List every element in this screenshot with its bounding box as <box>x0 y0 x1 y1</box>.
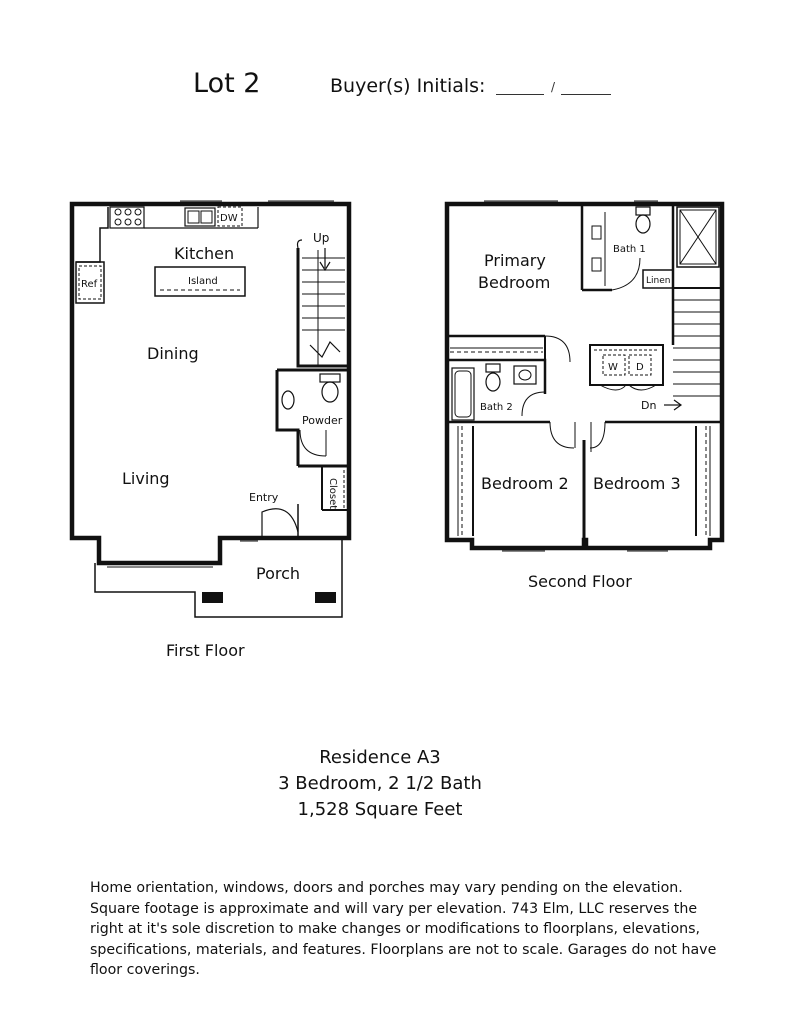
first-floor-labels <box>81 213 343 583</box>
lot-title: Lot 2 <box>193 68 261 99</box>
second-floor-labels <box>478 244 681 493</box>
washer-label: W <box>608 362 618 373</box>
residence-name: Residence A3 <box>319 747 441 768</box>
entry-label: Entry <box>249 491 279 504</box>
second-floor-label: Second Floor <box>528 572 632 591</box>
first-floor-label: First Floor <box>166 641 245 660</box>
bedroom3-label: Bedroom 3 <box>593 474 681 493</box>
island-label: Island <box>188 276 218 287</box>
porch-label: Porch <box>256 564 301 583</box>
primary-bedroom-label-line1: Primary <box>484 251 546 270</box>
bedroom2-label: Bedroom 2 <box>481 474 569 493</box>
first-floor-plan <box>72 201 349 617</box>
initials-separator: / <box>551 80 556 94</box>
bath2-label: Bath 2 <box>480 402 513 413</box>
residence-summary <box>0 745 760 823</box>
disclaimer-text: Home orientation, windows, doors and porches may vary pending on the elevation. Square footage is approximate and will vary per elevation. 743 Elm, LLC reserves the right at it's sole discretion to make changes or modifications to floorplans, elevations, specifications, materials, and features. Floorplans are not to scale. Garages do not have floor coverings. <box>90 880 717 978</box>
powder-label: Powder <box>302 414 343 427</box>
buyer-initials-label: Buyer(s) Initials: <box>330 75 486 97</box>
kitchen-label: Kitchen <box>174 244 235 263</box>
living-label: Living <box>122 469 170 488</box>
beds-baths: 3 Bedroom, 2 1/2 Bath <box>278 773 482 794</box>
dishwasher-label: DW <box>220 213 238 224</box>
dining-label: Dining <box>147 344 199 363</box>
linen-label: Linen <box>646 276 671 286</box>
stairs-up-label: Up <box>313 231 330 245</box>
dryer-label: D <box>636 362 644 373</box>
bath1-label: Bath 1 <box>613 244 646 255</box>
primary-bedroom-label-line2: Bedroom <box>478 273 551 292</box>
closet-label: Closet <box>327 478 338 510</box>
refrigerator-label: Ref <box>81 279 98 290</box>
stairs-down-label: Dn <box>641 399 657 412</box>
square-feet: 1,528 Square Feet <box>297 799 463 820</box>
